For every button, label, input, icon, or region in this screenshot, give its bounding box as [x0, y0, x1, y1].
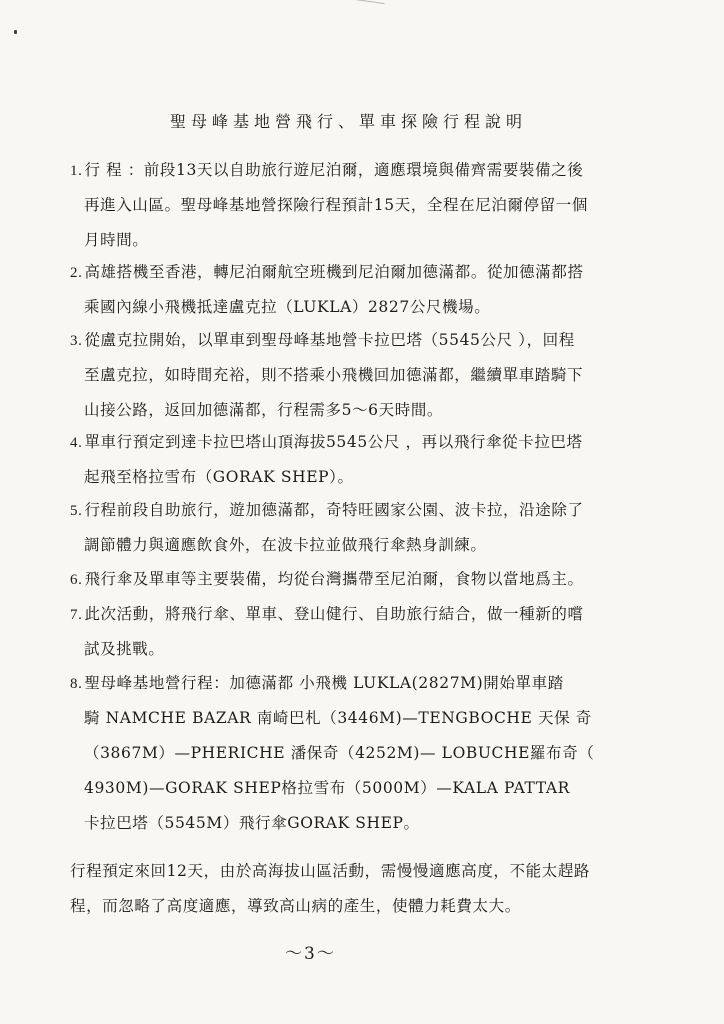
item-number: 4. [70, 435, 83, 451]
list-item-line [70, 425, 630, 460]
item-text: 行 程 ：前段13天以自助旅行遊尼泊爾，適應環境與備齊需要裝備之後 [84, 161, 584, 179]
item-text: 此次活動，將飛行傘、單車、登山健行、自助旅行結合，做一種新的嚐 [84, 605, 584, 623]
item-text: 行程前段自助旅行，遊加德滿都，奇特旺國家公園、波卡拉，沿途除了 [84, 501, 584, 519]
item-number: 2. [70, 265, 83, 281]
list-item-line [70, 323, 630, 358]
list-item-line [70, 562, 630, 597]
list-item-line: （3867M）—PHERICHE 潘保奇（4252M)— LOBUCHE羅布奇（ [84, 744, 595, 762]
item-number: 7. [70, 607, 83, 623]
list-item-line [70, 153, 630, 188]
item-text: 聖母峰基地營行程：加德滿都 小飛機 LUKLA(2827M)開始單車踏 [84, 674, 564, 692]
document-title: 聖母峰基地營飛行、單車探險行程說明 [170, 112, 528, 131]
list-item-line: 卡拉巴塔（5545M）飛行傘GORAK SHEP。 [84, 814, 420, 832]
list-item-line: 至盧克拉，如時間充裕，則不搭乘小飛機回加德滿都，繼續單車踏騎下 [84, 366, 584, 384]
list-item-line: 騎 NAMCHE BAZAR 南崎巴札（3446M)—TENGBOCHE 天保 奇 [84, 709, 592, 727]
list-item-line: 試及挑戰。 [84, 640, 165, 658]
list-item-line [70, 666, 630, 701]
list-item [70, 493, 630, 563]
item-number: 5. [70, 503, 83, 519]
list-item-line: 月時間。 [84, 231, 149, 249]
list-item [70, 153, 630, 258]
closing-line: 行程預定來回12天，由於高海拔山區活動，需慢慢適應高度，不能太趕路 [70, 862, 591, 880]
list-item-line [70, 255, 630, 290]
item-number: 3. [70, 333, 83, 349]
list-item [70, 323, 630, 428]
item-number: 6. [70, 572, 83, 588]
item-text: 高雄搭機至香港，轉尼泊爾航空班機到尼泊爾加德滿都。從加德滿都搭 [84, 263, 584, 281]
item-text: 飛行傘及單車等主要裝備，均從台灣攜帶至尼泊爾，食物以當地爲主。 [84, 570, 584, 588]
closing-line: 程，而忽略了高度適應，導致高山病的產生，使體力耗費太大。 [70, 897, 521, 915]
list-item-line: 調節體力與適應飲食外，在波卡拉並做飛行傘熱身訓練。 [84, 536, 487, 554]
list-item-line: 再進入山區。聖母峰基地營探險行程預計15天，全程在尼泊爾停留一個 [84, 196, 588, 214]
paper-scratch-mark [339, 0, 384, 14]
list-item [70, 255, 630, 325]
page-number: ～3～ [285, 944, 336, 964]
list-item-line [70, 597, 630, 632]
list-item-line: 起飛至格拉雪布（GORAK SHEP）。 [84, 468, 354, 486]
list-item [70, 666, 630, 841]
list-item [70, 562, 630, 597]
paper-speck-mark [14, 30, 17, 34]
item-number: 8. [70, 676, 83, 692]
closing-paragraph [70, 854, 640, 924]
list-item-line: 山接公路，返回加德滿都，行程需多5～6天時間。 [84, 401, 444, 419]
item-number: 1. [70, 163, 83, 179]
list-item [70, 597, 630, 667]
list-item [70, 425, 630, 495]
list-item-line: 乘國內線小飛機抵達盧克拉（LUKLA）2827公尺機場。 [84, 298, 491, 316]
item-text: 單車行預定到達卡拉巴塔山頂海拔5545公尺 ，再以飛行傘從卡拉巴塔 [84, 433, 583, 451]
list-item-line: 4930M)—GORAK SHEP格拉雪布（5000M）—KALA PATTAR [84, 779, 570, 797]
list-item-line [70, 493, 630, 528]
item-text: 從盧克拉開始，以單車到聖母峰基地營卡拉巴塔（5545公尺 ），回程 [84, 331, 575, 349]
